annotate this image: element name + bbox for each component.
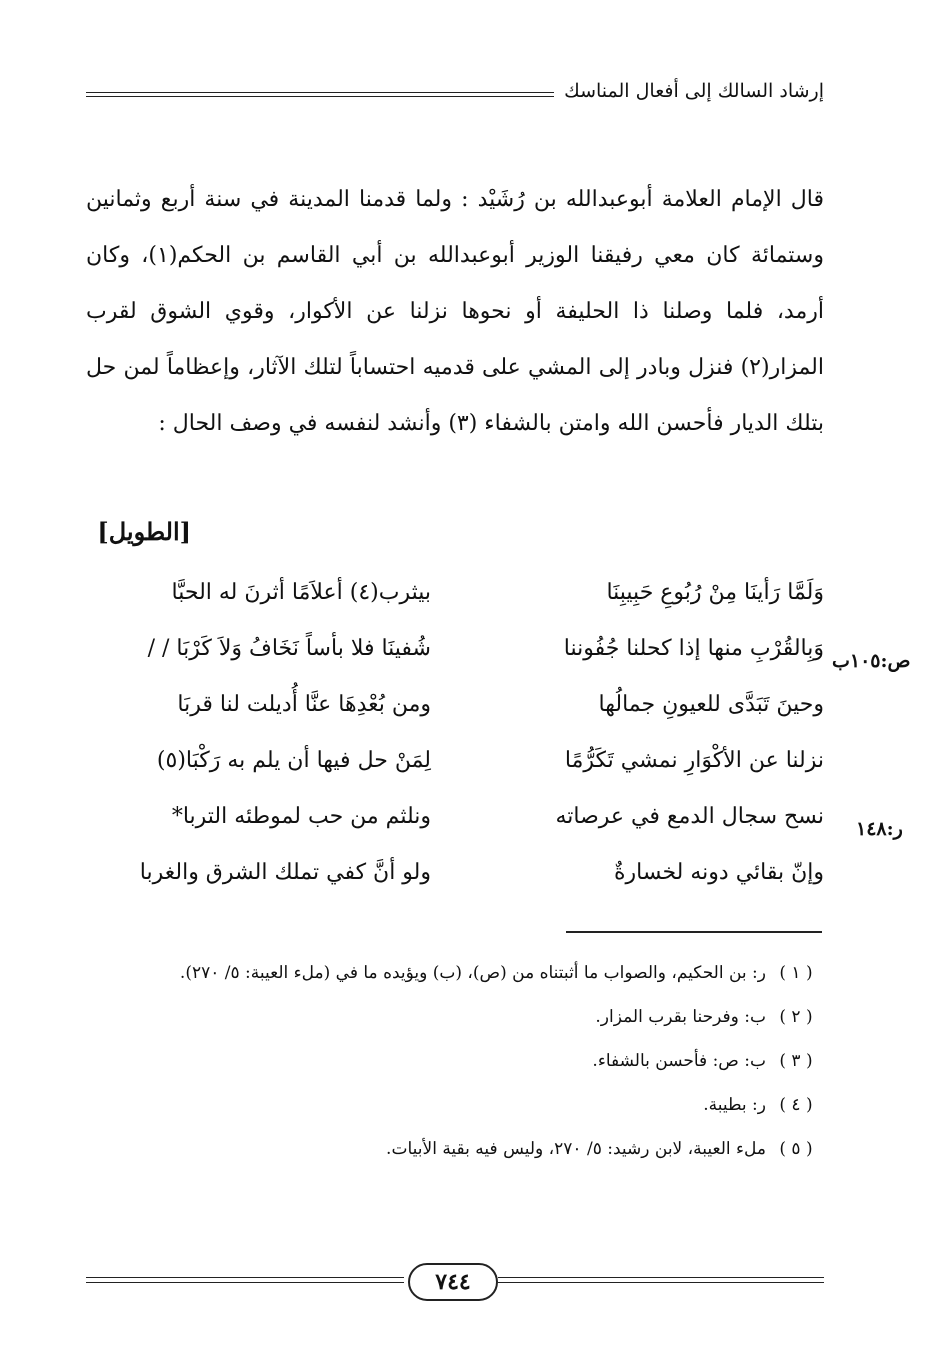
verse-first-hemistich: وَبِالقُرْبِ منها إذا كحلنا جُفُوننا	[563, 636, 824, 661]
page-number: ٧٤٤	[408, 1263, 498, 1301]
footnote	[86, 1046, 824, 1076]
footer-rule-right	[498, 1277, 824, 1278]
verse-first-hemistich: نسح سجال الدمع في عرصاته	[555, 804, 824, 829]
footer-rule-left-double	[86, 1282, 404, 1283]
footnote	[86, 1002, 824, 1032]
verse-second-hemistich: بيثرب(٤) أعلاَمًا أثرنَ له الحبَّا	[171, 580, 431, 605]
footnote-number: ( ٣ )	[779, 1051, 813, 1071]
running-header	[86, 80, 824, 108]
verse-line	[86, 804, 824, 860]
header-rule-double	[86, 96, 574, 97]
page-footer	[86, 1263, 824, 1303]
verse-second-hemistich: لِمَنْ حل فيها أن يلم به رَكْبَا(٥)	[156, 748, 431, 773]
footnote-number: ( ١ )	[779, 963, 813, 983]
verse-line	[86, 692, 824, 748]
main-paragraph	[86, 172, 824, 452]
verse-second-hemistich: ومن بُعْدِهَا عنَّا أُديلت لنا قربَا	[177, 692, 431, 717]
verse-line	[86, 636, 824, 692]
verse-first-hemistich: وَلَمَّا رَأينَا مِنْ رُبُوعِ حَبِيبِنَا	[606, 580, 824, 605]
footnote-text: ر: بطيبة.	[703, 1095, 766, 1115]
footnote-number: ( ٤ )	[779, 1095, 813, 1115]
footnote-text: ب: وفرحنا بقرب المزار.	[595, 1007, 766, 1027]
footnote	[86, 1134, 824, 1164]
verse-first-hemistich: وحينَ تَبَدَّى للعيونِ جمالُها	[598, 692, 824, 717]
footnote-text: ب: ص: فأحسن بالشفاء.	[592, 1051, 766, 1071]
header-rule	[86, 92, 574, 93]
footnotes	[86, 958, 824, 1178]
verse-second-hemistich: شُفينَا فلا بأساً نَخَافُ وَلاَ كَرْبَا / /	[147, 636, 431, 661]
poetic-meter-label: [الطويل]	[97, 517, 191, 546]
footnote	[86, 1090, 824, 1120]
footer-rule-left	[86, 1277, 404, 1278]
verse-line	[86, 580, 824, 636]
footnote-number: ( ٢ )	[779, 1007, 813, 1027]
footnote-separator	[566, 931, 822, 933]
verse-second-hemistich: ولو أنَّ كفي تملك الشرق والغربا	[139, 860, 431, 885]
paragraph-text: قال الإمام العلامة أبوعبدالله بن رُشَيْد : ولما قدمنا المدينة في سنة أربع وثمانين وستمائة كان معي رفيقنا الوزير أبوعبدالله بن أبي القاسم بن الحكم(١)، وكان أرمد، فلما وصلنا ذا الحليفة أو نحوها نزلنا عن الأكوار، وقوي الشوق لقرب المزار(٢) فنزل وبادر إلى المشي على قدميه احتساباً لتلك الآثار، وإعظاماً لمن حل بتلك الديار فأحسن الله وامتن بالشفاء (٣) وأنشد لنفسه في وصف الحال :	[86, 187, 824, 436]
footnote-text: ملء العيبة، لابن رشيد: ٥/ ٢٧٠، وليس فيه بقية الأبيات.	[386, 1139, 766, 1159]
footer-rule-right-double	[498, 1282, 824, 1283]
footnote-text: ر: بن الحكيم، والصواب ما أثبتناه من (ص)، (ب) ويؤيده ما في (ملء العيبة: ٥/ ٢٧٠).	[179, 963, 766, 983]
header-title: إرشاد السالك إلى أفعال المناسك	[554, 80, 824, 102]
verse-line	[86, 748, 824, 804]
verse-second-hemistich: ونلثم من حب لموطئه التربا*	[171, 804, 431, 829]
poem	[86, 580, 824, 916]
margin-note-manuscript-ref: ر:١٤٨	[856, 818, 903, 840]
verse-first-hemistich: نزلنا عن الأكْوَارِ نمشي تَكَرُّمًا	[564, 748, 824, 773]
verse-line	[86, 860, 824, 916]
footnote-number: ( ٥ )	[779, 1139, 813, 1159]
margin-note-manuscript-ref: ص:١٠٥ب	[832, 650, 911, 672]
footnote	[86, 958, 824, 988]
verse-first-hemistich: وإنّ بقائي دونه لخسارةٌ	[613, 860, 824, 885]
